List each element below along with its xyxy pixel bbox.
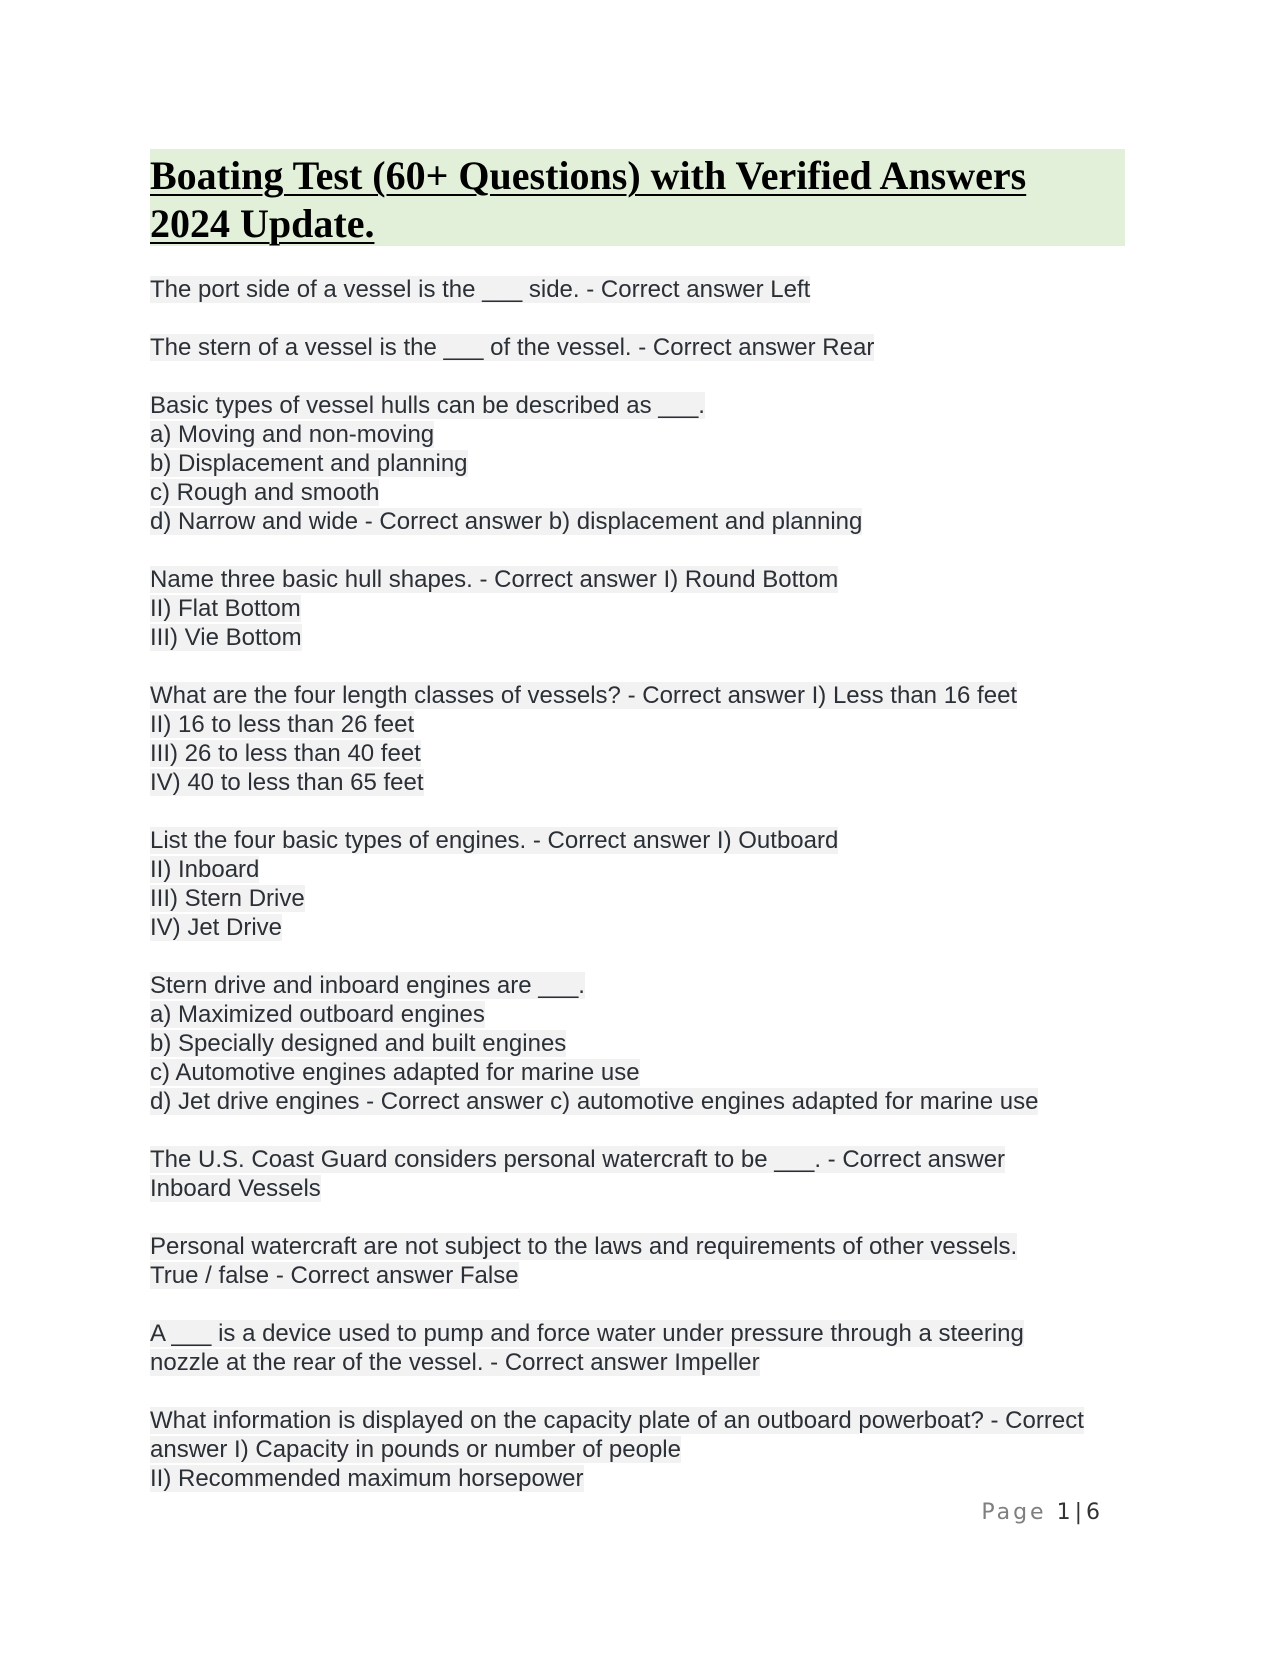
page-label: Page	[981, 1500, 1047, 1525]
question-line	[150, 391, 1140, 420]
question-line	[150, 1087, 1140, 1116]
question-block	[150, 1406, 1140, 1493]
page-separator: |	[1074, 1500, 1082, 1525]
question-block	[150, 275, 1140, 304]
question-block	[150, 1232, 1140, 1290]
question-line-text: Personal watercraft are not subject to the laws and requirements of other vessels.	[150, 1233, 1018, 1260]
question-line-text: d) Narrow and wide - Correct answer b) displacement and planning	[150, 508, 863, 535]
question-line-text: What are the four length classes of vessels? - Correct answer I) Less than 16 feet	[150, 682, 1018, 709]
question-line-text: b) Displacement and planning	[150, 450, 468, 477]
question-line	[150, 971, 1140, 1000]
question-line	[150, 623, 1140, 652]
question-line	[150, 1319, 1140, 1348]
question-line	[150, 420, 1140, 449]
question-line-text: II) Flat Bottom	[150, 595, 301, 622]
question-line-text: List the four basic types of engines. - Correct answer I) Outboard	[150, 827, 839, 854]
question-line-text: b) Specially designed and built engines	[150, 1030, 567, 1057]
question-line	[150, 1406, 1140, 1435]
question-line-text: The U.S. Coast Guard considers personal watercraft to be ___. - Correct answer	[150, 1146, 1006, 1173]
question-line-text: a) Maximized outboard engines	[150, 1001, 485, 1028]
question-line	[150, 884, 1140, 913]
question-line	[150, 594, 1140, 623]
question-block	[150, 391, 1140, 536]
question-line	[150, 275, 1140, 304]
question-line-text: III) Stern Drive	[150, 885, 305, 912]
question-block	[150, 565, 1140, 652]
title-line-2: 2024 Update.	[150, 201, 375, 246]
question-line-text: c) Rough and smooth	[150, 479, 380, 506]
question-line-text: c) Automotive engines adapted for marine use	[150, 1059, 640, 1086]
question-block	[150, 971, 1140, 1116]
question-line	[150, 1261, 1140, 1290]
question-list	[150, 275, 1140, 1522]
question-line-text: Stern drive and inboard engines are ___.	[150, 972, 585, 999]
question-line-text: II) Recommended maximum horsepower	[150, 1465, 584, 1492]
question-line-text: IV) 40 to less than 65 feet	[150, 769, 424, 796]
question-line-text: answer I) Capacity in pounds or number of people	[150, 1436, 681, 1463]
question-line-text: a) Moving and non-moving	[150, 421, 435, 448]
question-line-text: IV) Jet Drive	[150, 914, 283, 941]
question-line-text: III) 26 to less than 40 feet	[150, 740, 421, 767]
question-line	[150, 1058, 1140, 1087]
question-line-text: The port side of a vessel is the ___ side. - Correct answer Left	[150, 276, 811, 303]
question-line-text: Inboard Vessels	[150, 1175, 321, 1202]
question-line	[150, 1029, 1140, 1058]
question-line	[150, 826, 1140, 855]
question-line	[150, 1000, 1140, 1029]
question-line-text: Basic types of vessel hulls can be described as ___.	[150, 392, 705, 419]
question-line	[150, 768, 1140, 797]
question-block	[150, 333, 1140, 362]
question-line	[150, 710, 1140, 739]
question-block	[150, 681, 1140, 797]
question-line	[150, 1435, 1140, 1464]
question-line-text: d) Jet drive engines - Correct answer c) automotive engines adapted for marine use	[150, 1088, 1039, 1115]
question-line-text: II) Inboard	[150, 856, 260, 883]
question-line	[150, 1464, 1140, 1493]
question-line	[150, 1232, 1140, 1261]
question-line-text: True / false - Correct answer False	[150, 1262, 519, 1289]
question-line-text: The stern of a vessel is the ___ of the vessel. - Correct answer Rear	[150, 334, 875, 361]
question-line	[150, 333, 1140, 362]
current-page-number: 1	[1056, 1500, 1071, 1525]
question-line	[150, 855, 1140, 884]
question-line	[150, 565, 1140, 594]
question-line	[150, 1348, 1140, 1377]
question-line-text: nozzle at the rear of the vessel. - Correct answer Impeller	[150, 1349, 760, 1376]
question-line-text: What information is displayed on the capacity plate of an outboard powerboat? - Correct	[150, 1407, 1084, 1434]
question-line-text: II) 16 to less than 26 feet	[150, 711, 415, 738]
question-line	[150, 1174, 1140, 1203]
question-line	[150, 739, 1140, 768]
question-line	[150, 478, 1140, 507]
title-line-1: Boating Test (60+ Questions) with Verified Answers	[150, 153, 1027, 198]
question-line-text: A ___ is a device used to pump and force water under pressure through a steering	[150, 1320, 1024, 1347]
question-line	[150, 681, 1140, 710]
document-title	[150, 152, 1125, 248]
question-line	[150, 449, 1140, 478]
question-line-text: III) Vie Bottom	[150, 624, 302, 651]
question-line-text: Name three basic hull shapes. - Correct answer I) Round Bottom	[150, 566, 839, 593]
total-pages-number: 6	[1086, 1500, 1100, 1525]
page-footer	[981, 1500, 1100, 1525]
question-line	[150, 507, 1140, 536]
question-line	[150, 913, 1140, 942]
question-line	[150, 1145, 1140, 1174]
question-block	[150, 1145, 1140, 1203]
question-block	[150, 826, 1140, 942]
question-block	[150, 1319, 1140, 1377]
